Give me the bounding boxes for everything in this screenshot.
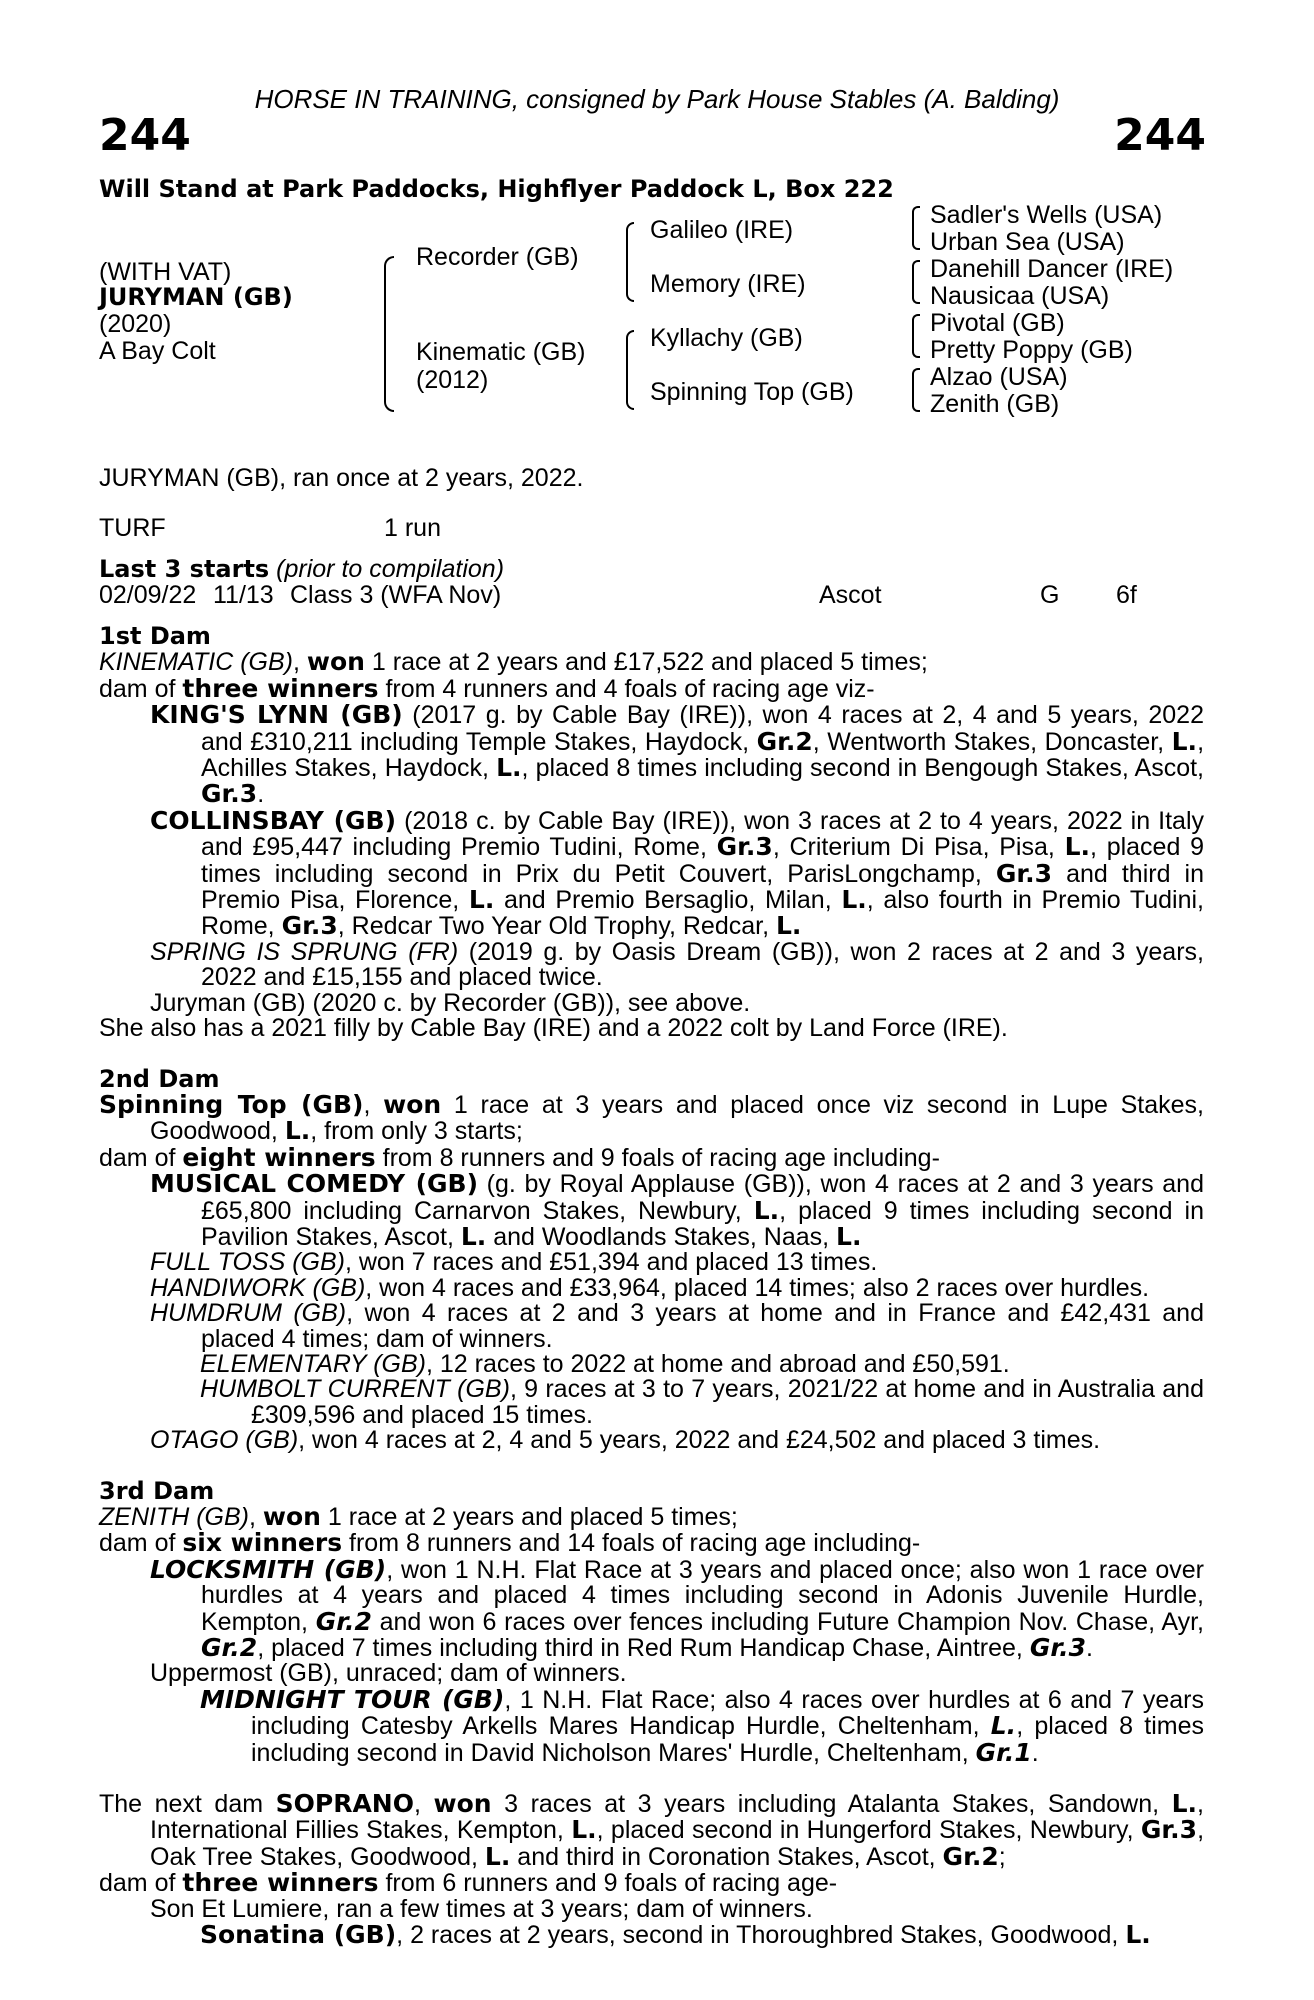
produce-entry: FULL TOSS (GB), won 7 races and £51,394 and placed 13 times. — [150, 1248, 878, 1277]
dam-year: (2012) — [416, 366, 489, 394]
produce-entry: Son Et Lumiere, ran a few times at 3 years; dam of winners. — [150, 1894, 813, 1923]
vat-note: (WITH VAT) — [99, 258, 232, 286]
start-position: 11/13 — [213, 581, 274, 609]
horse-description: A Bay Colt — [99, 337, 216, 365]
g3-ancestor: Nausicaa (USA) — [930, 282, 1110, 310]
grand-produce-entry: Sonatina (GB), 2 races at 2 years, second in Thoroughbred Stakes, Goodwood, L. — [200, 1920, 1151, 1950]
third-dam-heading: 3rd Dam — [99, 1476, 215, 1505]
third-dam-line: ZENITH (GB), won 1 race at 2 years and placed 5 times; — [99, 1502, 738, 1531]
grand-produce-entry: ELEMENTARY (GB), 12 races to 2022 at home and abroad and £50,591. — [200, 1349, 1010, 1378]
consignor-line: HORSE IN TRAINING, consigned by Park House Stables (A. Balding) — [254, 84, 1060, 114]
start-distance: 6f — [1116, 581, 1137, 609]
runs-count: 1 run — [384, 514, 441, 542]
horse-name: JURYMAN (GB) — [99, 283, 293, 311]
produce-entry: Juryman (GB) (2020 c. by Recorder (GB)), see above. — [150, 988, 751, 1017]
first-dam-heading: 1st Dam — [99, 622, 211, 650]
next-dam-produce-line: dam of three winners from 6 runners and 9 foals of racing age- — [99, 1868, 838, 1898]
produce-note: She also has a 2021 filly by Cable Bay (IRE) and a 2022 colt by Land Force (IRE). — [99, 1014, 1008, 1043]
g3-ancestor: Sadler's Wells (USA) — [930, 201, 1163, 229]
start-going: G — [1040, 581, 1060, 609]
produce-entry: OTAGO (GB), won 4 races at 2, 4 and 5 years, 2022 and £24,502 and placed 3 times. — [150, 1426, 1101, 1455]
g3-ancestor: Zenith (GB) — [930, 390, 1060, 418]
second-dam-produce-line: dam of eight winners from 8 runners and 9 foals of racing age including- — [99, 1142, 940, 1172]
second-dam-line: Spinning Top (GB), won 1 race at 3 years and placed once viz second in Lupe Stakes, Goodwood, L., from only 3 starts; — [99, 1089, 1204, 1146]
g3-ancestor: Danehill Dancer (IRE) — [930, 255, 1174, 283]
g3-ancestor: Alzao (USA) — [930, 363, 1068, 391]
foaling-year: (2020) — [99, 310, 172, 338]
produce-entry: HANDIWORK (GB), won 4 races and £33,964, placed 14 times; also 2 races over hurdles. — [150, 1273, 1150, 1302]
next-dam-line: The next dam SOPRANO, won 3 races at 3 years including Atalanta Stakes, Sandown, L., International Fillies Stakes, Kempton, L., placed second in Hungerford Stakes, Newbury, Gr.3, Oak Tree Stakes, Goodwood, L. and third in Coronation Stakes, Ascot, Gr.2; — [99, 1789, 1205, 1871]
sire-of-dam: Kyllachy (GB) — [650, 324, 803, 352]
produce-entry: MUSICAL COMEDY (GB) (g. by Royal Applause (GB)), won 4 races at 2 and 3 years and £65,800 including Carnarvon Stakes, Newbury, L., placed 9 times including second in Pavilion Stakes, Ascot, L. and Woodlands Stakes, Naas, L. — [150, 1169, 1204, 1251]
first-dam-produce-line: dam of three winners from 4 runners and 4 foals of racing age viz- — [99, 673, 875, 703]
lot-number-left: 244 — [99, 110, 191, 161]
produce-entry: Uppermost (GB), unraced; dam of winners. — [150, 1659, 627, 1688]
last-starts-heading: Last 3 starts (prior to compilation) — [99, 555, 505, 583]
dam-of-dam: Spinning Top (GB) — [650, 378, 854, 406]
stabling-line: Will Stand at Park Paddocks, Highflyer Paddock L, Box 222 — [99, 175, 894, 203]
grand-produce-entry: MIDNIGHT TOUR (GB), 1 N.H. Flat Race; also 4 races over hurdles at 6 and 7 years including Catesby Arkells Mares Handicap Hurdle, Cheltenham, L., placed 8 times including second in David Nicholson Mares' Hurdle, Cheltenham, Gr.1. — [200, 1684, 1205, 1767]
dam-of-sire: Memory (IRE) — [650, 270, 806, 298]
pedigree-brace-g3-2 — [912, 260, 920, 304]
dam: Kinematic (GB) — [416, 338, 586, 366]
second-dam-heading: 2nd Dam — [99, 1064, 220, 1093]
pedigree-brace-g3-3 — [912, 314, 920, 358]
g3-ancestor: Pretty Poppy (GB) — [930, 336, 1133, 364]
start-class: Class 3 (WFA Nov) — [290, 581, 502, 609]
g3-ancestor: Pivotal (GB) — [930, 309, 1065, 337]
produce-entry: HUMDRUM (GB), won 4 races at 2 and 3 years at home and in France and £42,431 and placed 4 times; dam of winners. — [150, 1299, 1204, 1353]
grand-produce-entry: HUMBOLT CURRENT (GB), 9 races at 3 to 7 years, 2021/22 at home and in Australia and £309,596 and placed 15 times. — [200, 1375, 1204, 1429]
first-dam-line: KINEMATIC (GB), won 1 race at 2 years and £17,522 and placed 5 times; — [99, 647, 928, 677]
sire: Recorder (GB) — [416, 243, 579, 271]
third-dam-produce-line: dam of six winners from 8 runners and 14 foals of racing age including- — [99, 1528, 921, 1558]
g3-ancestor: Urban Sea (USA) — [930, 228, 1125, 256]
race-summary: JURYMAN (GB), ran once at 2 years, 2022. — [99, 464, 584, 492]
surface-label: TURF — [99, 514, 166, 542]
pedigree-brace-dam — [626, 330, 634, 410]
lot-number-right: 244 — [1114, 110, 1206, 161]
pedigree-brace-main — [384, 256, 394, 412]
pedigree-brace-sire — [626, 222, 634, 302]
start-date: 02/09/22 — [99, 581, 197, 609]
pedigree-brace-g3-4 — [912, 368, 920, 412]
sire-of-sire: Galileo (IRE) — [650, 216, 794, 244]
produce-entry: COLLINSBAY (GB) (2018 c. by Cable Bay (IRE)), won 3 races at 2 to 4 years, 2022 in Italy and £95,447 including Premio Tudini, Rome, Gr.3, Criterium Di Pisa, Pisa, L., placed 9 times including second in Prix du Petit Couvert, ParisLongchamp, Gr.3 and third in Premio Pisa, Florence, L. and Premio Bersaglio, Milan, L., also fourth in Premio Tudini, Rome, Gr.3, Redcar Two Year Old Trophy, Redcar, L. — [150, 805, 1204, 941]
produce-entry: KING'S LYNN (GB) (2017 g. by Cable Bay (IRE)), won 4 races at 2, 4 and 5 years, 2022 and £310,211 including Temple Stakes, Haydock, Gr.2, Wentworth Stakes, Doncaster, L., Achilles Stakes, Haydock, L., placed 8 times including second in Bengough Stakes, Ascot, Gr.3. — [150, 700, 1205, 809]
dam-history — [99, 624, 1204, 1949]
produce-entry: SPRING IS SPRUNG (FR) (2019 g. by Oasis Dream (GB)), won 2 races at 2 and 3 years, 2022 and £15,155 and placed twice. — [150, 937, 1204, 992]
pedigree-brace-g3-1 — [912, 206, 920, 250]
start-course: Ascot — [819, 581, 882, 609]
produce-entry: LOCKSMITH (GB), won 1 N.H. Flat Race at 3 years and placed once; also won 1 race over hurdles at 4 years and placed 4 times including second in Adonis Juvenile Hurdle, Kempton, Gr.2 and won 6 races over fences including Future Champion Nov. Chase, Ayr, Gr.2, placed 7 times including third in Red Rum Handicap Chase, Aintree, Gr.3. — [150, 1554, 1204, 1663]
